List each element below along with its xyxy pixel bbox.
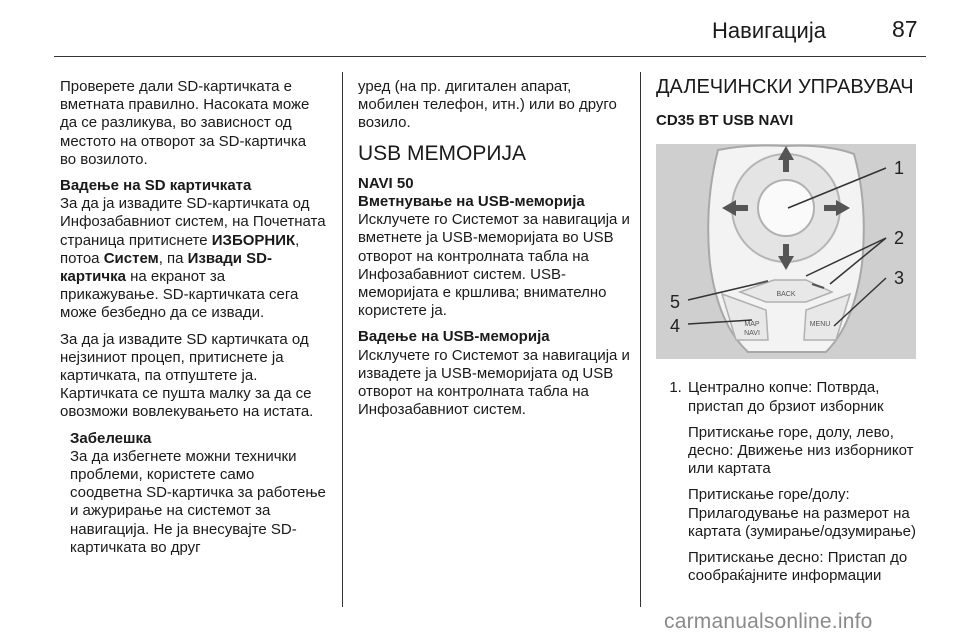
note-box xyxy=(70,430,326,557)
map-button-label: MAP xyxy=(744,321,760,329)
item-1-title: 1. Централно копче: Потврда, пристап до брзиот изборник xyxy=(688,379,884,415)
system-button-label: Систем xyxy=(103,249,159,267)
remote-controls-list xyxy=(656,379,924,585)
column-divider-left xyxy=(342,72,343,607)
page-number: 87 xyxy=(892,16,918,42)
usb-remove-section xyxy=(358,328,630,419)
usb-insert-section xyxy=(358,193,630,320)
navi-button-label: NAVI xyxy=(744,330,760,338)
usb-insert-body: Исклучете го Системот за навигација и вметнете ја USB-меморијата во USB отворот на контролната табла на Инфозабавниот систем. USB-меморијата е кршлива; внимателно користете ја. xyxy=(358,211,630,320)
sd-remove-text-a: За да ја извадите SD-картичката од Инфозабавниот систем, на Почетната страница притиснете xyxy=(60,195,326,249)
sd-remove-text-c: , па xyxy=(158,249,188,267)
usb-remove-body: Исклучете го Системот за навигација и извадете ја USB-меморијата од USB отворот на контролната табла на Инфозабавниот систем. xyxy=(358,346,630,419)
sd-remove-text-d: на екранот за прикажување. SD-картичката сега може безбедно да се извади. xyxy=(60,268,299,322)
callout-5: 5 xyxy=(670,292,681,313)
remote-model-subheading: CD35 BT USB NAVI xyxy=(656,112,794,130)
sd-intro-paragraph: Проверете дали SD-картичката е вметната правилно. Насоката може да се разликува, во зависност од местото на отворот за SD-картичка во возилото. xyxy=(60,78,310,168)
usb-remove-heading: Вадење на USB-меморија xyxy=(358,328,550,346)
column-1 xyxy=(60,78,326,557)
list-item xyxy=(686,379,924,585)
column-divider-right xyxy=(640,72,641,607)
usb-memory-heading: USB МЕМОРИЈА xyxy=(358,141,526,165)
callout-3: 3 xyxy=(894,268,905,289)
callout-2: 2 xyxy=(894,228,905,249)
item-1-detail-2: Притискање горе/долу: Прилагодување на размерот на картата (зумирање/одзумирање) xyxy=(688,486,916,540)
sd-remove-heading: Вадење на SD картичката xyxy=(60,177,252,195)
watermark: carmanualsonline.info xyxy=(664,610,873,633)
column-2 xyxy=(358,78,630,427)
sd-slot-paragraph: За да ја извадите SD картичката од нејзиниот процеп, притиснете ја картичката, па отпуштете ја. Картичката се пушта малку за да се овозможи вовлекувањето на истата. xyxy=(60,330,314,421)
header-rule xyxy=(54,56,926,57)
usb-insert-heading: Вметнување на USB-меморија xyxy=(358,193,585,211)
note-body: За да избегнете можни технички проблеми, користете само соодветна SD-картичка за работење и ажурирање на системот за навигација. Не ја внесувајте SD-картичката во друг xyxy=(70,447,326,556)
note-continuation: уред (на пр. дигитален апарат, мобилен телефон, итн.) или во друго возило. xyxy=(358,78,617,132)
callout-1: 1 xyxy=(894,158,905,179)
menu-button-label: ИЗБОРНИК xyxy=(211,231,296,249)
remote-control-illustration xyxy=(656,144,916,359)
navi50-heading: NAVI 50 xyxy=(358,174,414,192)
item-1-detail-1: Притискање горе, долу, лево, десно: Движење низ изборникот или картата xyxy=(688,423,914,478)
back-button-label: BACK xyxy=(776,291,796,299)
callout-4: 4 xyxy=(670,316,681,337)
menu-button-diagram-label: MENU xyxy=(809,321,831,329)
page-header-title: Навигација xyxy=(712,18,826,43)
remote-control-diagram xyxy=(656,144,916,359)
note-title: Забелешка xyxy=(70,429,152,447)
remove-sd-button-label: Извади SD-картичка xyxy=(60,249,273,286)
item-1-detail-3: Притискање десно: Пристап до сообраќајните информации xyxy=(688,549,908,585)
sd-remove-section xyxy=(60,177,326,323)
sd-remove-text-b: , потоа xyxy=(60,231,300,267)
remote-control-heading: ДАЛЕЧИНСКИ УПРАВУВАЧ xyxy=(656,76,914,98)
column-3 xyxy=(656,78,924,593)
